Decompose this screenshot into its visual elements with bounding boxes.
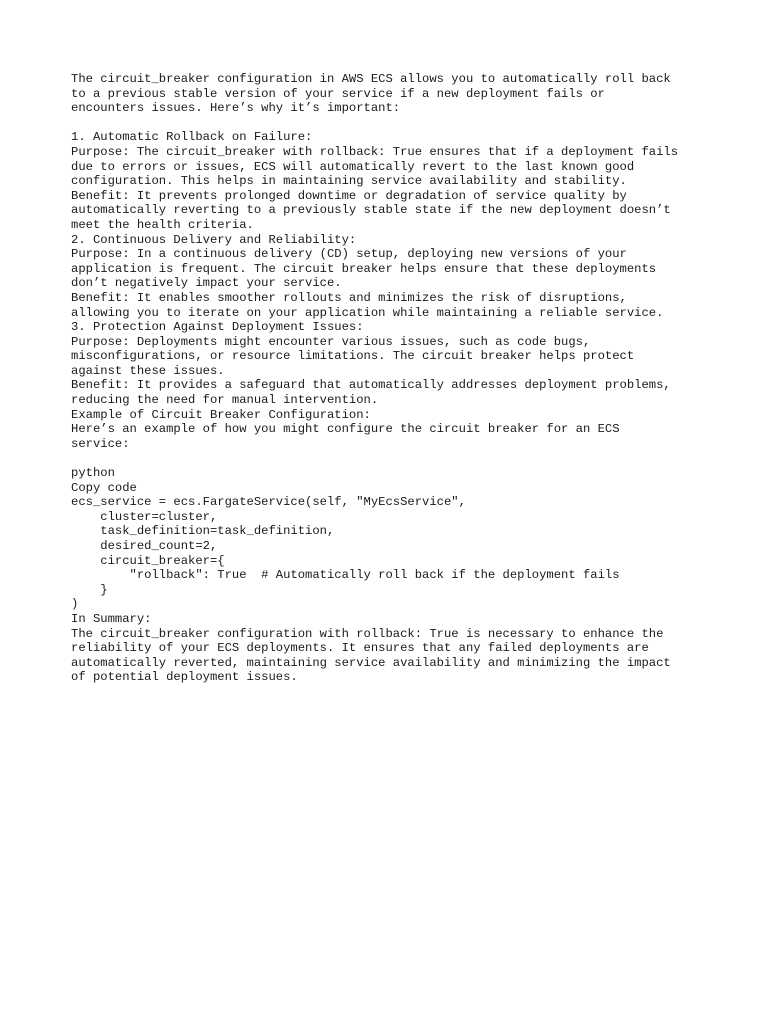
example-intro-line: Here’s an example of how you might configure the circuit breaker for an ECS — [71, 422, 620, 437]
code-line: "rollback": True # Automatically roll back if the deployment fails — [71, 568, 620, 583]
section1-purpose-line: due to errors or issues, ECS will automatically revert to the last known good — [71, 159, 635, 174]
example-intro-line: service: — [71, 436, 130, 451]
code-line: task_definition=task_definition, — [71, 524, 335, 539]
section3-benefit-line: Benefit: It provides a safeguard that automatically addresses deployment problems, — [71, 378, 671, 393]
code-line: circuit_breaker={ — [71, 553, 225, 568]
section2-purpose-line: application is frequent. The circuit breaker helps ensure that these deployments — [71, 261, 657, 276]
section2-benefit-line: allowing you to iterate on your application while maintaining a reliable service. — [71, 305, 664, 320]
section3-benefit-line: reducing the need for manual intervention. — [71, 393, 379, 408]
summary-line: automatically reverted, maintaining service availability and minimizing the impact — [71, 655, 671, 670]
intro-line: to a previous stable version of your service if a new deployment fails or — [71, 86, 605, 101]
section1-benefit-line: Benefit: It prevents prolonged downtime or degradation of service quality by — [71, 188, 627, 203]
section3-purpose-line: Purpose: Deployments might encounter various issues, such as code bugs, — [71, 334, 591, 349]
code-line: ecs_service = ecs.FargateService(self, "MyEcsService", — [71, 495, 466, 510]
code-line: } — [71, 582, 108, 597]
section3-purpose-line: misconfigurations, or resource limitations. The circuit breaker helps protect — [71, 349, 635, 364]
intro-line: encounters issues. Here’s why it’s important: — [71, 101, 401, 116]
code-line: desired_count=2, — [71, 539, 218, 553]
section1-benefit-line: meet the health criteria. — [71, 217, 254, 232]
copy-code-button[interactable]: Copy code — [71, 480, 137, 495]
section2-benefit-line: Benefit: It enables smoother rollouts and minimizes the risk of disruptions, — [71, 290, 627, 305]
section1-benefit-line: automatically reverting to a previously stable state if the new deployment doesn’t — [71, 203, 671, 218]
summary-line: reliability of your ECS deployments. It ensures that any failed deployments are — [71, 641, 649, 656]
document-page — [71, 72, 731, 685]
intro-line: The circuit_breaker configuration in AWS ECS allows you to automatically roll back — [71, 72, 671, 86]
section3-purpose-line: against these issues. — [71, 363, 225, 378]
section2-purpose-line: don’t negatively impact your service. — [71, 276, 342, 291]
blank-line — [71, 116, 731, 131]
summary-heading: In Summary: — [71, 611, 152, 626]
example-heading: Example of Circuit Breaker Configuration: — [71, 407, 371, 422]
code-language-label: python — [71, 466, 115, 481]
code-line: cluster=cluster, — [71, 509, 218, 524]
section3-heading: 3. Protection Against Deployment Issues: — [71, 320, 364, 335]
section1-heading: 1. Automatic Rollback on Failure: — [71, 130, 313, 145]
section1-purpose-line: Purpose: The circuit_breaker with rollback: True ensures that if a deployment fails — [71, 144, 679, 159]
section2-purpose-line: Purpose: In a continuous delivery (CD) setup, deploying new versions of your — [71, 247, 627, 262]
code-line: ) — [71, 597, 79, 612]
section1-purpose-line: configuration. This helps in maintaining service availability and stability. — [71, 174, 627, 189]
summary-line: of potential deployment issues. — [71, 670, 298, 685]
summary-line: The circuit_breaker configuration with rollback: True is necessary to enhance the — [71, 626, 664, 641]
section2-heading: 2. Continuous Delivery and Reliability: — [71, 232, 357, 247]
blank-line — [71, 451, 731, 466]
